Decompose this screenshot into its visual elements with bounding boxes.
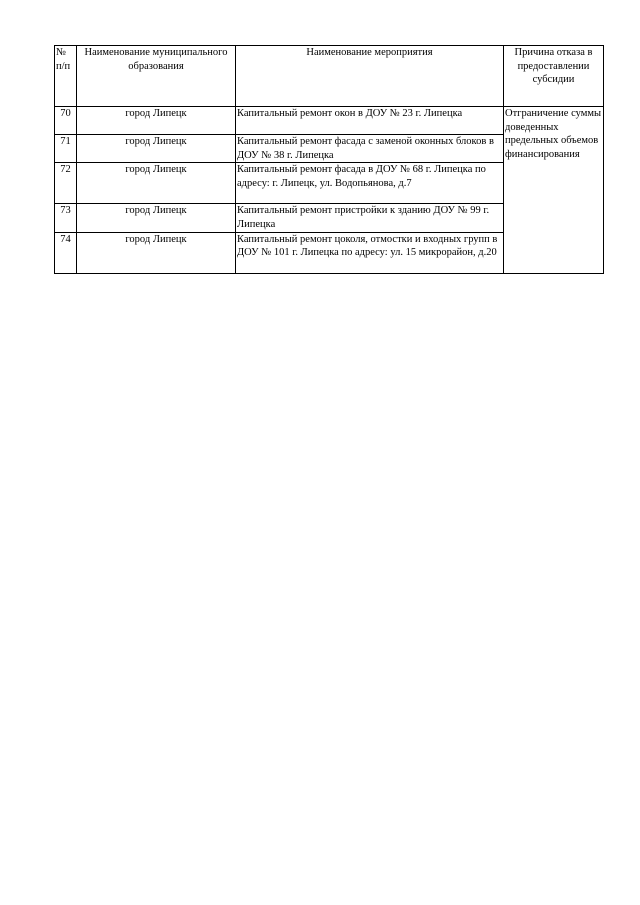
header-number: № п/п: [55, 46, 77, 107]
row-number: 71: [55, 135, 77, 163]
table-row: [55, 107, 604, 135]
row-event: Капитальный ремонт фасада в ДОУ № 68 г. Липецка по адресу: г. Липецк, ул. Водопьянова, д.7: [236, 163, 504, 204]
row-municipality: город Липецк: [77, 232, 236, 273]
row-municipality: город Липецк: [77, 107, 236, 135]
row-number: 74: [55, 232, 77, 273]
header-municipality: Наименование муниципального образования: [77, 46, 236, 107]
row-municipality: город Липецк: [77, 135, 236, 163]
row-number: 73: [55, 204, 77, 232]
table-header-row: [55, 46, 604, 107]
row-event: Капитальный ремонт окон в ДОУ № 23 г. Липецка: [236, 107, 504, 135]
header-event: Наименование мероприятия: [236, 46, 504, 107]
row-event: Капитальный ремонт пристройки к зданию ДОУ № 99 г. Липецка: [236, 204, 504, 232]
row-event: Капитальный ремонт цоколя, отмостки и входных групп в ДОУ № 101 г. Липецка по адресу: ул. 15 микрорайон, д.20: [236, 232, 504, 273]
row-municipality: город Липецк: [77, 204, 236, 232]
row-number: 72: [55, 163, 77, 204]
row-number: 70: [55, 107, 77, 135]
row-municipality: город Липецк: [77, 163, 236, 204]
row-event: Капитальный ремонт фасада с заменой оконных блоков в ДОУ № 38 г. Липецка: [236, 135, 504, 163]
refusal-reason-cell: Отграничение суммы доведенных предельных объемов финансирования: [504, 107, 604, 274]
subsidy-refusal-table: [54, 45, 604, 274]
header-refusal-reason: Причина отказа в предоставлении субсидии: [504, 46, 604, 107]
